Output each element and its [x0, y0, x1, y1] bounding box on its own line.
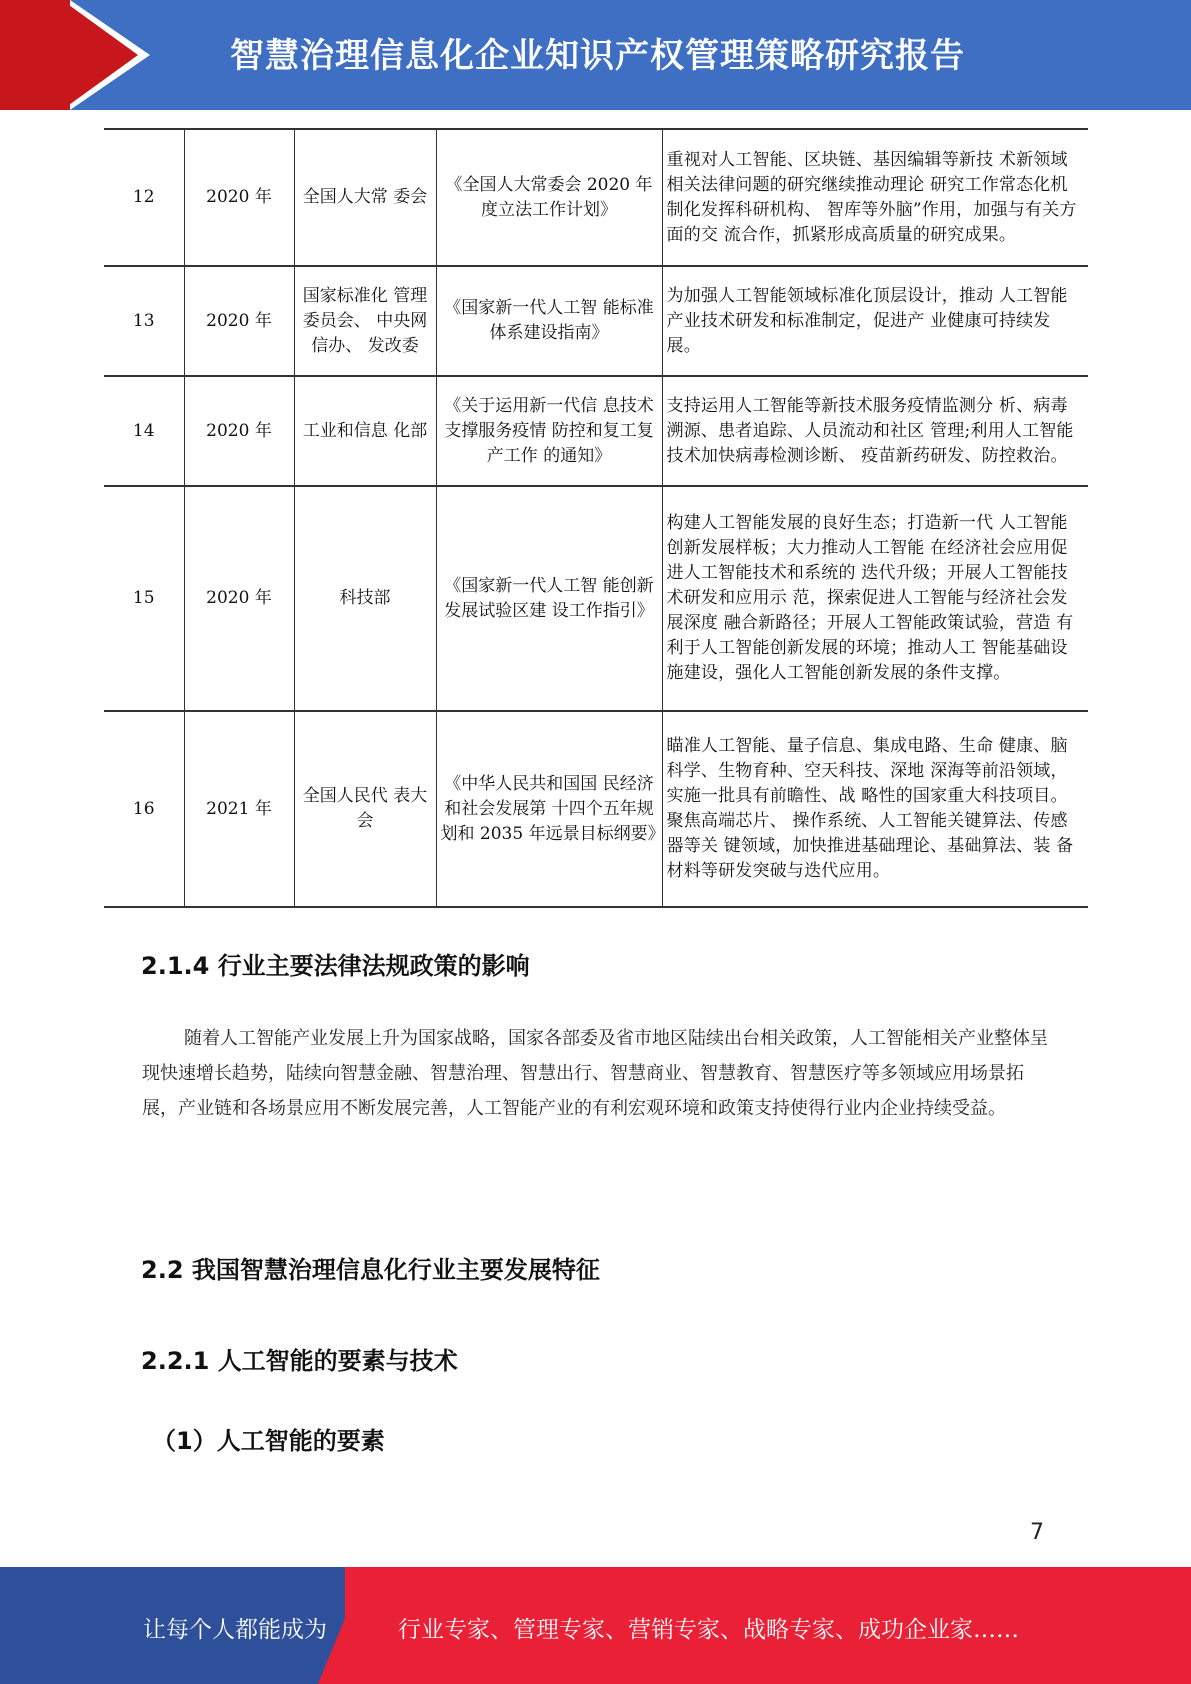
section-heading-2-2-1: 2.2.1 人工智能的要素与技术	[141, 1347, 458, 1375]
header-arrow-red	[62, 0, 138, 110]
row-document: 《国家新一代人工智 能标准体系建设指南》	[436, 266, 662, 376]
row-number: 16	[104, 711, 184, 907]
table-row	[104, 129, 1088, 266]
row-department: 全国人大常 委会	[294, 129, 436, 266]
row-document: 《关于运用新一代信 息技术支撑服务疫情 防控和复工复产工作 的通知》	[436, 376, 662, 486]
policy-table	[104, 128, 1088, 908]
row-year: 2020 年	[184, 376, 294, 486]
row-year: 2021 年	[184, 711, 294, 907]
row-content: 支持运用人工智能等新技术服务疫情监测分 析、病毒溯源、患者追踪、人员流动和社区 管理;利用人工智能技术加快病毒检测诊断、 疫苗新药研发、防控救治。	[662, 376, 1088, 486]
table-row	[104, 376, 1088, 486]
subsection-heading-1: （1）人工智能的要素	[152, 1427, 385, 1455]
header-red-block	[0, 0, 70, 110]
row-year: 2020 年	[184, 486, 294, 711]
row-content: 构建人工智能发展的良好生态；打造新一代 人工智能创新发展样板；大力推动人工智能 在经济社会应用促进人工智能技术和系统的 迭代升级；开展人工智能技术研发和应用示 范，探索促进人工智能与经济社会发展深度 融合新路径；开展人工智能政策试验，营造 有利于人工智能创新发展的环境；推动人工 智能基础设施建设，强化人工智能创新发展的条件支撑。	[662, 486, 1088, 711]
row-number: 14	[104, 376, 184, 486]
row-number: 13	[104, 266, 184, 376]
policy-table-body	[104, 129, 1088, 907]
row-number: 15	[104, 486, 184, 711]
row-content: 重视对人工智能、区块链、基因编辑等新技 术新领域相关法律问题的研究继续推动理论 研究工作常态化机制化发挥科研机构、 智库等外脑”作用，加强与有关方面的交 流合作，抓紧形成高质量的研究成果。	[662, 129, 1088, 266]
footer-slogan-right: 行业专家、管理专家、营销专家、战略专家、成功企业家……	[398, 1617, 1019, 1643]
section-heading-2-1-4: 2.1.4 行业主要法律法规政策的影响	[141, 952, 530, 980]
section-heading-2-2: 2.2 我国智慧治理信息化行业主要发展特征	[141, 1256, 600, 1284]
page-header	[0, 0, 1191, 110]
row-year: 2020 年	[184, 266, 294, 376]
row-content: 瞄准人工智能、量子信息、集成电路、生命 健康、脑科学、生物育种、空天科技、深地 深海等前沿领域，实施一批具有前瞻性、战 略性的国家重大科技项目。聚焦高端芯片、 操作系统、人工智能关键算法、传感器等关 键领域，加快推进基础理论、基础算法、装 备材料等研发突破与迭代应用。	[662, 711, 1088, 907]
row-content: 为加强人工智能领域标准化顶层设计，推动 人工智能产业技术研发和标准制定，促进产 业健康可持续发展。	[662, 266, 1088, 376]
section-paragraph-2-1-4: 随着人工智能产业发展上升为国家战略，国家各部委及省市地区陆续出台相关政策，人工智能相关产业整体呈现快速增长趋势，陆续向智慧金融、智慧治理、智慧出行、智慧商业、智慧教育、智慧医疗等多领域应用场景拓展，产业链和各场景应用不断发展完善，人工智能产业的有利宏观环境和政策支持使得行业内企业持续受益。	[142, 1028, 1048, 1119]
table-row	[104, 266, 1088, 376]
page-footer	[0, 1567, 1191, 1684]
row-department: 全国人民代 表大会	[294, 711, 436, 907]
row-year: 2020 年	[184, 129, 294, 266]
row-document: 《全国人大常委会 2020 年度立法工作计划》	[436, 129, 662, 266]
table-row	[104, 711, 1088, 907]
footer-slogan-left: 让每个人都能成为	[143, 1617, 327, 1643]
table-row	[104, 486, 1088, 711]
report-title: 智慧治理信息化企业知识产权管理策略研究报告	[230, 36, 965, 76]
page-number: 7	[1030, 1520, 1044, 1545]
row-document: 《中华人民共和国国 民经济和社会发展第 十四个五年规划和 2035 年远景目标纲要》	[436, 711, 662, 907]
row-document: 《国家新一代人工智 能创新发展试验区建 设工作指引》	[436, 486, 662, 711]
row-department: 国家标准化 管理委员会、 中央网信办、 发改委	[294, 266, 436, 376]
row-department: 科技部	[294, 486, 436, 711]
row-department: 工业和信息 化部	[294, 376, 436, 486]
row-number: 12	[104, 129, 184, 266]
